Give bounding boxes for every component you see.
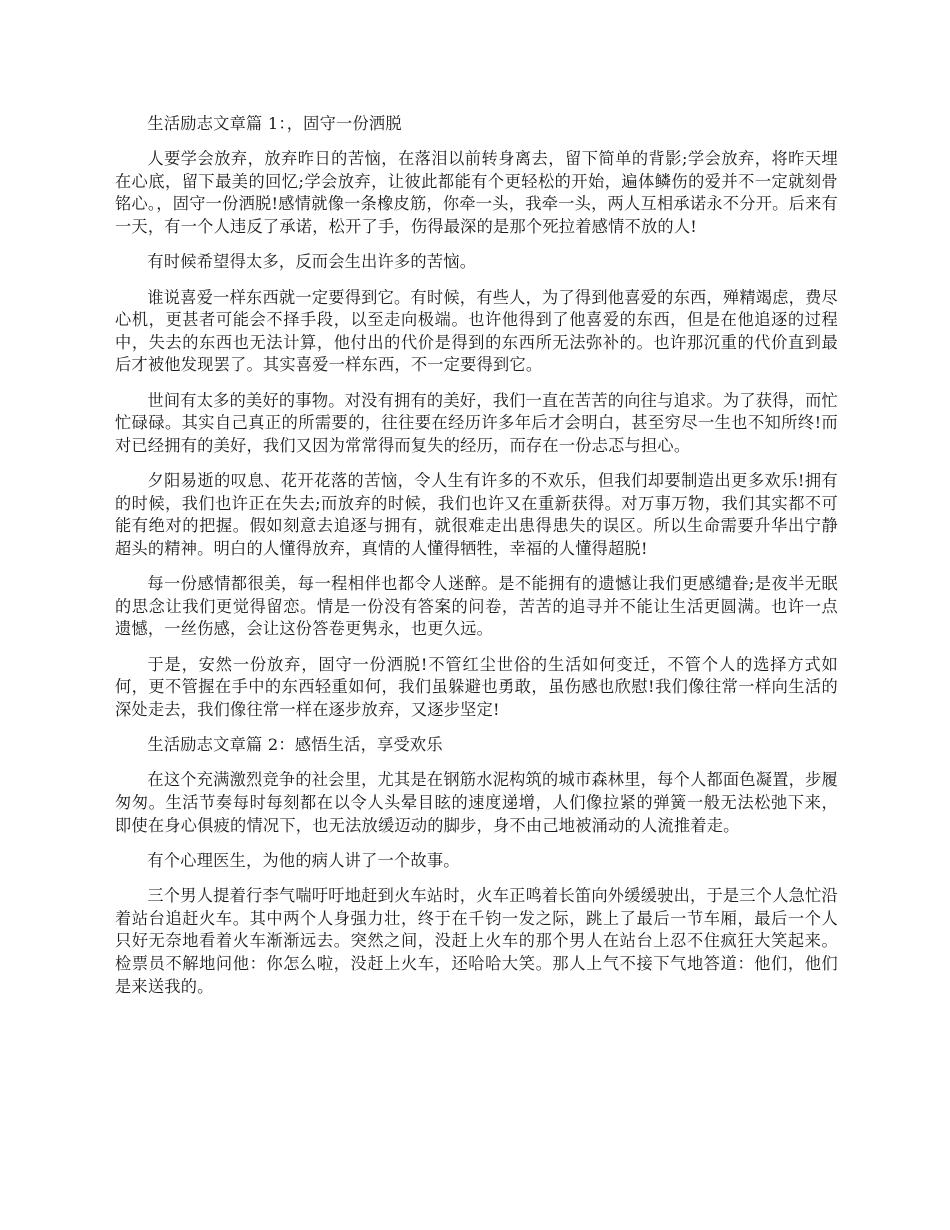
paragraph: 有个心理医生，为他的病人讲了一个故事。 <box>147 850 460 870</box>
paragraph: 夕阳易逝的叹息、花开花落的苦恼，令人生有许多的不欢乐，但我们却要制造出更多欢乐!拥有的时候，我们也许正在失去;而放弃的时候，我们也许又在重新获得。对万事万物，我们其实都不可能有绝对的把握。假如刻意去追逐与拥有，就很难走出患得患失的误区。所以生命需要升华出宁静超头的精神。明白的人懂得放弃，真情的人懂得牺牲，幸福的人懂得超脱! <box>115 471 838 558</box>
paragraph: 每一份感情都很美，每一程相伴也都令人迷醉。是不能拥有的遗憾让我们更感缱眷;是夜半无眠的思念让我们更觉得留恋。情是一份没有答案的问卷，苦苦的追寻并不能让生活更圆满。也许一点遗憾，一丝伤感，会让这份答卷更隽永，也更久远。 <box>115 574 838 639</box>
paragraph: 人要学会放弃，放弃昨日的苦恼，在落泪以前转身离去，留下简单的背影;学会放弃，将昨天埋在心底，留下最美的回忆;学会放弃，让彼此都能有个更轻松的开始，遍体鳞伤的爱并不一定就刻骨铭心。，固守一份洒脱!感情就像一条橡皮筋，你牵一头，我牵一头，两人互相承诺永不分开。后来有一天，有一个人违反了承诺，松开了手，伤得最深的是那个死拉着感情不放的人! <box>115 149 838 237</box>
paragraph: 于是，安然一份放弃，固守一份洒脱!不管红尘世俗的生活如何变迁，不管个人的选择方式如何，更不管握在手中的东西轻重如何，我们虽躲避也勇敢，虽伤感也欣慰!我们像往常一样向生活的深处走去，我们像往常一样在逐步放弃，又逐步坚定! <box>115 654 838 719</box>
paragraph: 世间有太多的美好的事物。对没有拥有的美好，我们一直在苦苦的向往与追求。为了获得，而忙忙碌碌。其实自己真正的所需要的，往往要在经历许多年后才会明白，甚至穷尽一生也不知所终!而对已经拥有的美好，我们又因为常常得而复失的经历，而存在一份忐忑与担心。 <box>115 390 838 455</box>
section-heading-1: 生活励志文章篇 1：，固守一份洒脱 <box>147 114 402 133</box>
section-heading-2: 生活励志文章篇 2：感悟生活，享受欢乐 <box>147 735 443 755</box>
paragraph: 在这个充满激烈竞争的社会里，尤其是在钢筋水泥构筑的城市森林里，每个人都面色凝置，步履匆匆。生活节奏每时每刻都在以令人头晕目眩的速度递增，人们像拉紧的弹簧一般无法松弛下来，即使在身心俱疲的情况下，也无法放缓迈动的脚步，身不由己地被涌动的人流推着走。 <box>115 770 838 835</box>
paragraph: 谁说喜爱一样东西就一定要得到它。有时候，有些人，为了得到他喜爱的东西，殚精竭虑，费尽心机，更甚者可能会不择手段，以至走向极端。也许他得到了他喜爱的东西，但是在他追逐的过程中，失去的东西也无法计算，他付出的代价是得到的东西所无法弥补的。也许那沉重的代价直到最后才被他发现罢了。其实喜爱一样东西，不一定要得到它。 <box>115 287 838 375</box>
paragraph: 三个男人提着行李气喘吁吁地赶到火车站时，火车正鸣着长笛向外缓缓驶出，于是三个人急忙沿着站台追赶火车。其中两个人身强力壮，终于在千钧一发之际，跳上了最后一节车厢，最后一个人只好无奈地看着火车渐渐远去。突然之间，没赶上火车的那个男人在站台上忍不住疯狂大笑起来。检票员不解地问他：你怎么啦，没赶上火车，还哈哈大笑。那人上气不接下气地答道：他们，他们是来送我的。 <box>115 886 838 996</box>
paragraph: 有时候希望得太多，反而会生出许多的苦恼。 <box>147 252 477 272</box>
document-body <box>115 113 838 1011</box>
